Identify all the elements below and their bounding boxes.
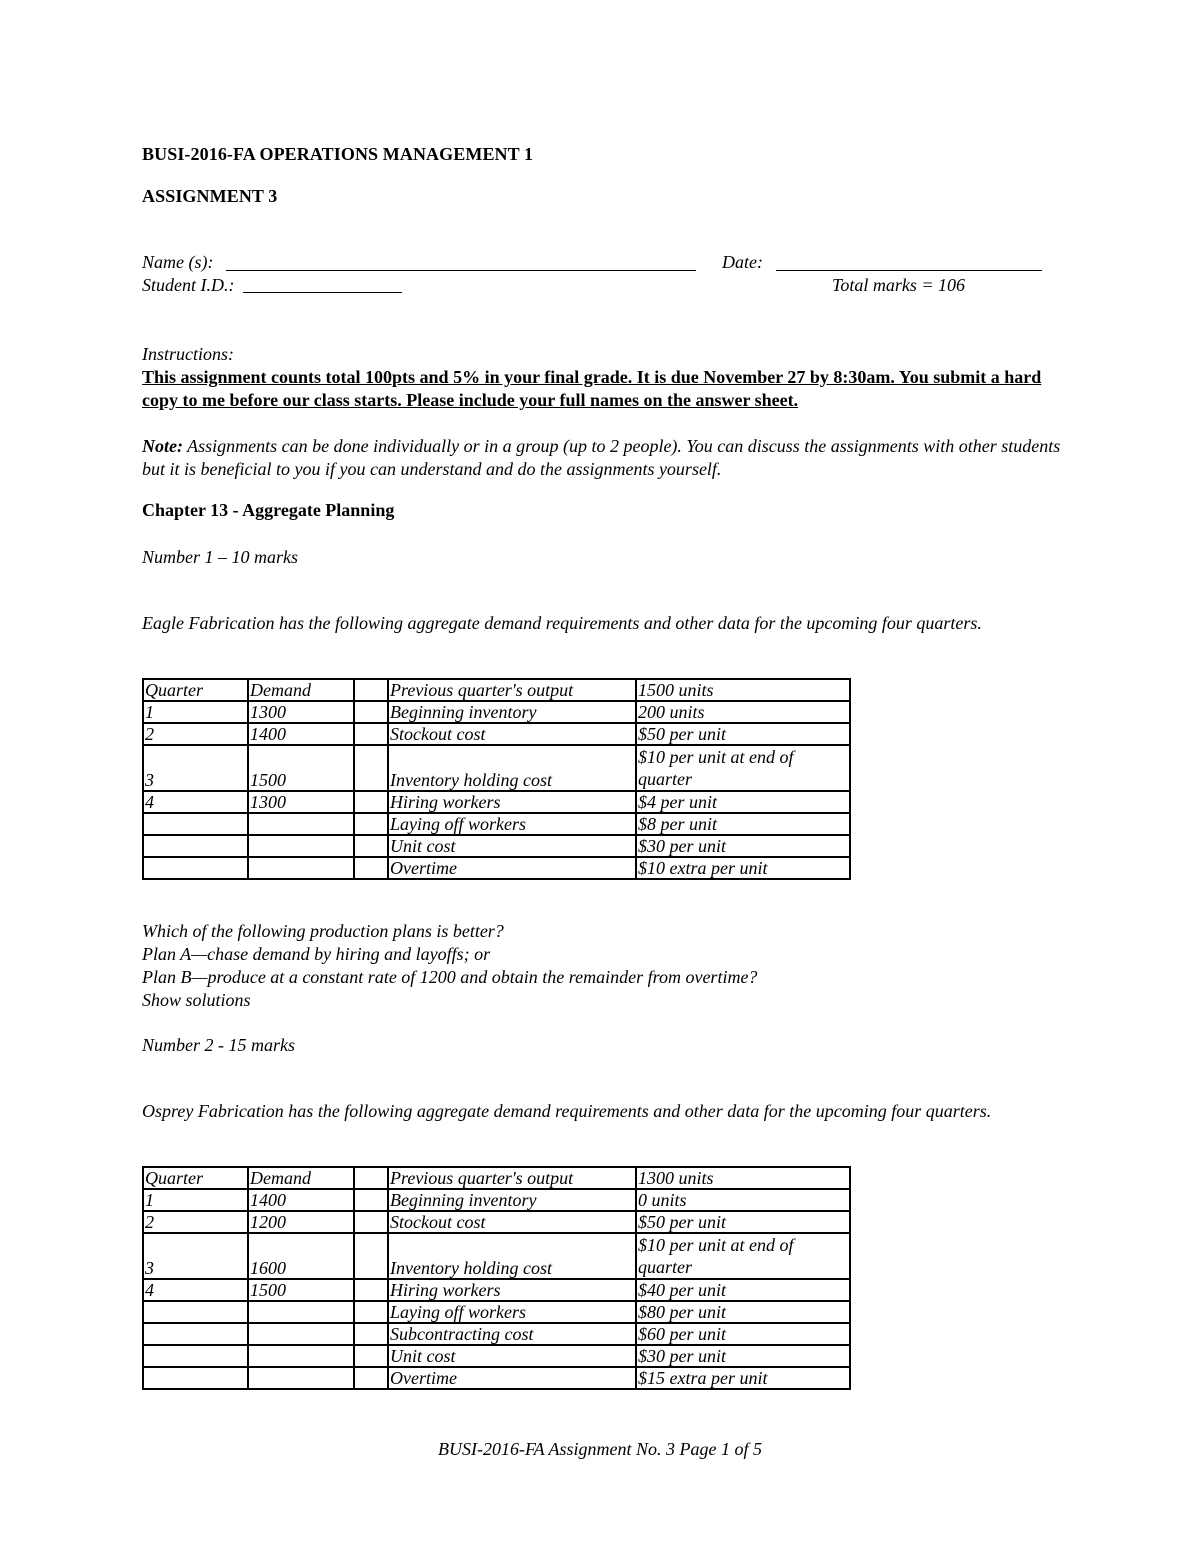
instructions-label: Instructions:: [142, 344, 234, 364]
table-cell: $10 per unit at end of quarter: [636, 745, 850, 791]
table-cell: [354, 1345, 388, 1367]
table-cell: [354, 813, 388, 835]
table-cell: [354, 1189, 388, 1211]
table-cell: Laying off workers: [388, 813, 636, 835]
total-marks: Total marks = 106: [832, 275, 966, 295]
table-row: [143, 1233, 850, 1279]
table-cell: 1200: [248, 1211, 354, 1233]
problem2-table: [142, 1166, 851, 1390]
table-row: [143, 745, 850, 791]
table-cell: 3: [143, 1233, 248, 1279]
table-cell: Overtime: [388, 1367, 636, 1389]
table-cell: Inventory holding cost: [388, 1233, 636, 1279]
table-cell: $8 per unit: [636, 813, 850, 835]
problem1-heading: Number 1 – 10 marks: [142, 547, 298, 567]
table-cell: 1500 units: [636, 679, 850, 701]
table-cell: Previous quarter's output: [388, 1167, 636, 1189]
table-cell: Beginning inventory: [388, 1189, 636, 1211]
table-cell: Quarter: [143, 679, 248, 701]
table-cell: $60 per unit: [636, 1323, 850, 1345]
table-cell: $30 per unit: [636, 1345, 850, 1367]
table-cell: [143, 1301, 248, 1323]
table-cell: Previous quarter's output: [388, 679, 636, 701]
problem1-table: [142, 678, 851, 880]
name-label: Name (s):: [142, 252, 214, 272]
table-cell: Unit cost: [388, 1345, 636, 1367]
table-cell: 1400: [248, 1189, 354, 1211]
table-cell: [354, 1233, 388, 1279]
table-row: [143, 791, 850, 813]
problem1-intro: Eagle Fabrication has the following aggregate demand requirements and other data for the upcoming four quarters.: [142, 613, 982, 633]
note-label: Note:: [142, 436, 183, 456]
table-cell: $10 extra per unit: [636, 857, 850, 879]
table-cell: 0 units: [636, 1189, 850, 1211]
table-row: [143, 1279, 850, 1301]
table-cell: 4: [143, 791, 248, 813]
table-cell: [354, 745, 388, 791]
table-cell: 2: [143, 1211, 248, 1233]
problem2-intro: Osprey Fabrication has the following aggregate demand requirements and other data for the upcoming four quarters.: [142, 1101, 992, 1121]
table-cell: 1: [143, 701, 248, 723]
table-cell: [354, 1279, 388, 1301]
table-cell: 1: [143, 1189, 248, 1211]
table-cell: Inventory holding cost: [388, 745, 636, 791]
table-cell: 1500: [248, 745, 354, 791]
table-cell: $80 per unit: [636, 1301, 850, 1323]
table-cell: [248, 1301, 354, 1323]
table-cell: [248, 1323, 354, 1345]
table-cell: 1500: [248, 1279, 354, 1301]
table-cell: [143, 835, 248, 857]
table-cell: [248, 1367, 354, 1389]
table-cell: Demand: [248, 1167, 354, 1189]
table-cell: [354, 1167, 388, 1189]
table-cell: [143, 1367, 248, 1389]
table-cell: [248, 835, 354, 857]
instructions-text: This assignment counts total 100pts and 5% in your final grade. It is due November 27 by 8:30am. You submit a hard copy to me before our class starts. Please include your full names on the answer sheet.: [142, 367, 1042, 410]
table-cell: [248, 857, 354, 879]
table-row: [143, 1323, 850, 1345]
table-row: [143, 679, 850, 701]
page-footer: BUSI-2016-FA Assignment No. 3 Page 1 of 5: [438, 1439, 762, 1459]
date-label: Date:: [722, 252, 763, 272]
table-cell: [143, 1323, 248, 1345]
problem1-question-line: Which of the following production plans is better?: [142, 921, 504, 941]
table-cell: Unit cost: [388, 835, 636, 857]
table-cell: [354, 857, 388, 879]
table-cell: [354, 1301, 388, 1323]
table-row: [143, 1301, 850, 1323]
table-row: [143, 835, 850, 857]
table-cell: Laying off workers: [388, 1301, 636, 1323]
table-row: [143, 857, 850, 879]
assignment-title: ASSIGNMENT 3: [142, 186, 278, 206]
problem1-question-line: Plan B—produce at a constant rate of 1200 and obtain the remainder from overtime?: [142, 967, 758, 987]
table-cell: [354, 791, 388, 813]
table-cell: [354, 835, 388, 857]
table-row: [143, 1211, 850, 1233]
table-cell: 1300 units: [636, 1167, 850, 1189]
problem1-question-line: Show solutions: [142, 990, 251, 1010]
table-cell: [354, 679, 388, 701]
problem1-question-line: Plan A—chase demand by hiring and layoffs; or: [142, 944, 491, 964]
table-cell: Hiring workers: [388, 1279, 636, 1301]
table-cell: Quarter: [143, 1167, 248, 1189]
problem2-heading: Number 2 - 15 marks: [142, 1035, 295, 1055]
table-cell: Stockout cost: [388, 1211, 636, 1233]
table-row: [143, 723, 850, 745]
student-id-label: Student I.D.:: [142, 275, 235, 295]
table-cell: $50 per unit: [636, 1211, 850, 1233]
table-cell: 4: [143, 1279, 248, 1301]
table-row: [143, 701, 850, 723]
name-field-line[interactable]: [226, 270, 696, 271]
table-cell: 200 units: [636, 701, 850, 723]
table-cell: [354, 1211, 388, 1233]
table-cell: $15 extra per unit: [636, 1367, 850, 1389]
chapter-title: Chapter 13 - Aggregate Planning: [142, 500, 395, 520]
table-cell: Overtime: [388, 857, 636, 879]
table-cell: [248, 813, 354, 835]
table-cell: 2: [143, 723, 248, 745]
table-cell: Stockout cost: [388, 723, 636, 745]
table-row: [143, 1345, 850, 1367]
table-cell: 3: [143, 745, 248, 791]
table-row: [143, 1367, 850, 1389]
note-paragraph: [142, 435, 1062, 481]
table-cell: Subcontracting cost: [388, 1323, 636, 1345]
table-cell: Demand: [248, 679, 354, 701]
table-cell: 1600: [248, 1233, 354, 1279]
table-cell: $4 per unit: [636, 791, 850, 813]
table-cell: [354, 723, 388, 745]
table-cell: $10 per unit at end of quarter: [636, 1233, 850, 1279]
date-field-line[interactable]: [776, 270, 1042, 271]
table-cell: $30 per unit: [636, 835, 850, 857]
table-cell: [354, 1323, 388, 1345]
note-text: Assignments can be done individually or in a group (up to 2 people). You can discuss the assignments with other students but it is beneficial to you if you can understand and do the assignments yourself.: [142, 436, 1061, 479]
table-cell: 1300: [248, 791, 354, 813]
table-cell: Hiring workers: [388, 791, 636, 813]
table-row: [143, 1167, 850, 1189]
table-cell: [143, 857, 248, 879]
student-id-field-line[interactable]: [243, 292, 402, 293]
table-cell: [354, 1367, 388, 1389]
table-cell: [143, 1345, 248, 1367]
table-cell: [143, 813, 248, 835]
course-title: BUSI-2016-FA OPERATIONS MANAGEMENT 1: [142, 144, 534, 164]
table-row: [143, 1189, 850, 1211]
table-cell: $50 per unit: [636, 723, 850, 745]
table-cell: Beginning inventory: [388, 701, 636, 723]
table-cell: [248, 1345, 354, 1367]
table-row: [143, 813, 850, 835]
table-cell: 1300: [248, 701, 354, 723]
table-cell: 1400: [248, 723, 354, 745]
table-cell: $40 per unit: [636, 1279, 850, 1301]
table-cell: [354, 701, 388, 723]
